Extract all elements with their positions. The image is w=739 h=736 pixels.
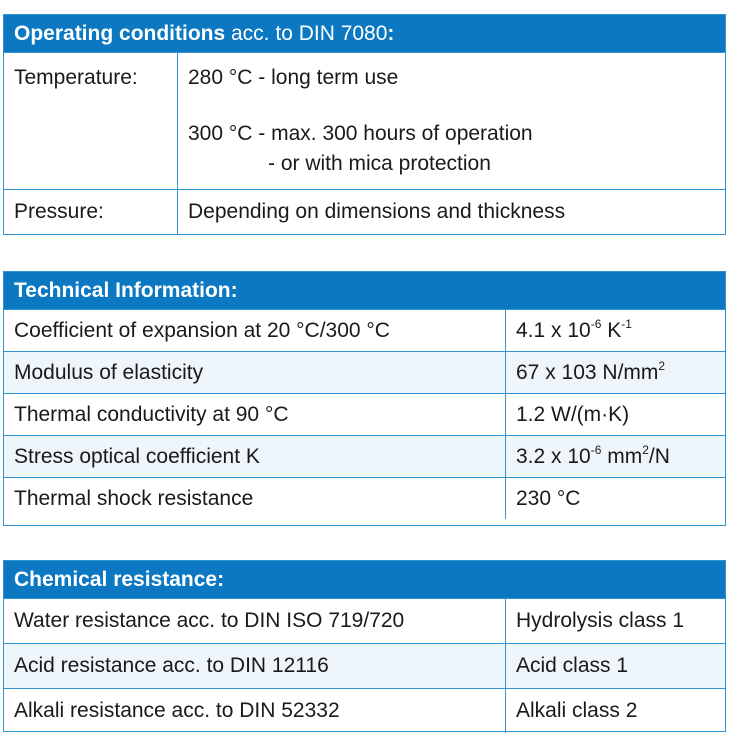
exponent: -1 xyxy=(621,317,632,331)
exponent: -6 xyxy=(590,443,602,457)
operating-conditions-table xyxy=(3,14,726,235)
value-text: 4.1 x 10 xyxy=(516,319,591,342)
acid-resistance-value: Acid class 1 xyxy=(516,654,629,677)
stress-optical-label: Stress optical coefficient K xyxy=(4,436,506,477)
table-row xyxy=(4,643,725,688)
table-row xyxy=(4,435,725,477)
table-row xyxy=(4,688,725,733)
unit-text: mm xyxy=(601,445,643,468)
unit-text: /N xyxy=(648,445,670,468)
chemical-resistance-table xyxy=(3,560,726,732)
value-text: 3.2 x 10 xyxy=(516,445,591,468)
technical-information-table xyxy=(3,271,726,526)
exponent: 2 xyxy=(642,443,649,457)
thermal-shock-label: Thermal shock resistance xyxy=(4,478,506,519)
operating-conditions-colon: : xyxy=(387,22,395,45)
table-row xyxy=(4,393,725,435)
temperature-line-2: 300 °C - max. 300 hours of operation xyxy=(188,122,533,145)
acid-resistance-label: Acid resistance acc. to DIN 12116 xyxy=(4,644,506,688)
chemical-resistance-header xyxy=(4,561,725,598)
chemical-resistance-title: Chemical resistance: xyxy=(14,568,225,591)
operating-conditions-standard: acc. to DIN 7080 xyxy=(225,22,388,45)
temperature-line-1: 280 °C - long term use xyxy=(188,66,399,89)
table-row xyxy=(4,477,725,519)
table-row xyxy=(4,598,725,643)
pressure-row xyxy=(4,189,725,234)
operating-conditions-header xyxy=(4,15,725,52)
modulus-value xyxy=(506,352,725,393)
technical-information-title: Technical Information: xyxy=(14,279,238,302)
expansion-coefficient-value xyxy=(506,310,725,351)
pressure-value: Depending on dimensions and thickness xyxy=(188,200,566,223)
temperature-row xyxy=(4,52,725,189)
temperature-label: Temperature: xyxy=(4,53,178,189)
stress-optical-value xyxy=(506,436,725,477)
thermal-conductivity-value: 1.2 W/(m·K) xyxy=(516,403,630,426)
value-text: 67 x 103 N/mm xyxy=(516,361,659,384)
water-resistance-value: Hydrolysis class 1 xyxy=(516,609,685,632)
thermal-shock-value: 230 °C xyxy=(516,487,581,510)
pressure-label: Pressure: xyxy=(4,190,178,234)
alkali-resistance-label: Alkali resistance acc. to DIN 52332 xyxy=(4,689,506,733)
modulus-label: Modulus of elasticity xyxy=(4,352,506,393)
operating-conditions-title: Operating conditions xyxy=(14,22,226,45)
exponent: -6 xyxy=(590,317,602,331)
water-resistance-label: Water resistance acc. to DIN ISO 719/720 xyxy=(4,599,506,643)
alkali-resistance-value: Alkali class 2 xyxy=(516,699,638,722)
temperature-value xyxy=(178,53,725,189)
thermal-conductivity-label: Thermal conductivity at 90 °C xyxy=(4,394,506,435)
temperature-line-3: - or with mica protection xyxy=(268,152,491,175)
exponent: 2 xyxy=(658,359,666,373)
table-row xyxy=(4,351,725,393)
unit-text: K xyxy=(601,319,622,342)
expansion-coefficient-label: Coefficient of expansion at 20 °C/300 °C xyxy=(4,310,506,351)
table-row xyxy=(4,309,725,351)
technical-information-header xyxy=(4,272,725,309)
